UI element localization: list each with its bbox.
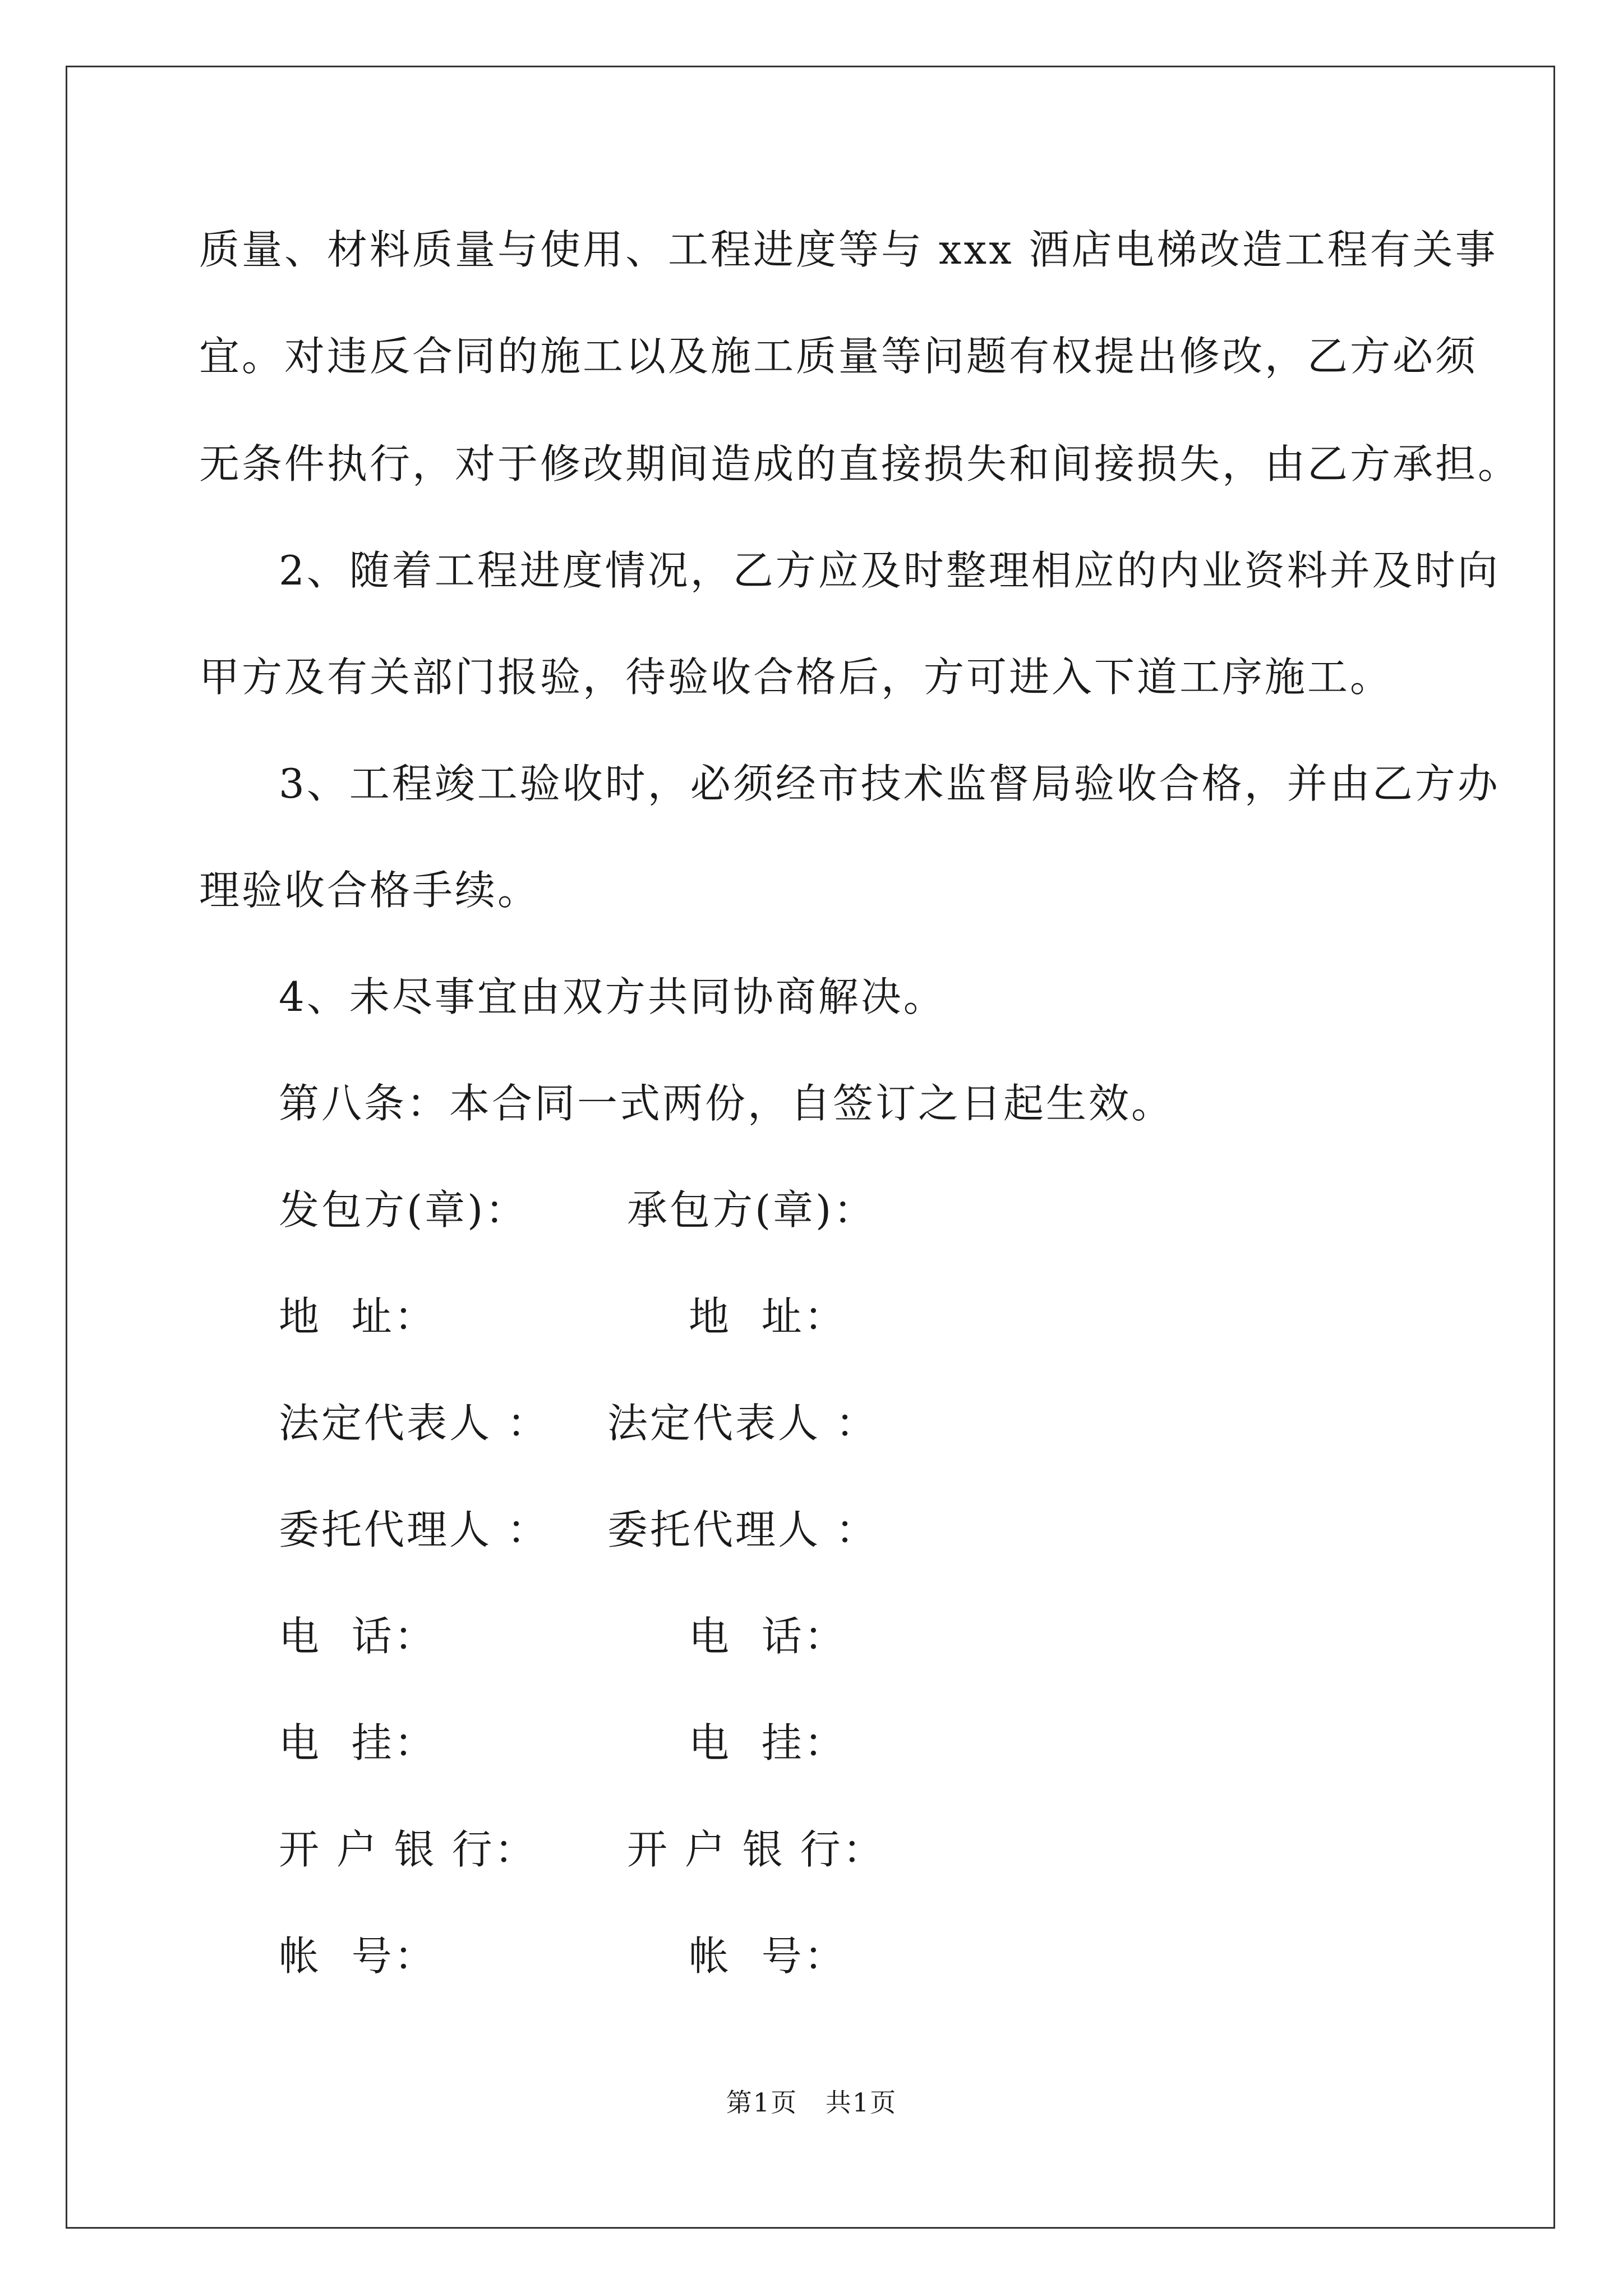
signature-label-left: 委托代理人 ：: [279, 1506, 550, 1553]
article-eight: 第八条：本合同一式两份，自签订之日起生效。: [279, 1080, 1174, 1127]
signature-label-right: 电 话：: [689, 1613, 847, 1660]
signature-label-left: 电 话：: [279, 1613, 437, 1660]
paragraph-line: 质量、材料质量与使用、工程进度等与 xxx 酒店电梯改造工程有关事: [199, 226, 1498, 273]
signature-label-left: 帐 号：: [279, 1932, 437, 1980]
signature-label-left: 发包方(章)：: [279, 1186, 528, 1234]
signature-label-left: 开 户 银 行：: [279, 1826, 537, 1873]
paragraph-line: 无条件执行，对于修改期间造成的直接损失和间接损失，由乙方承担。: [199, 440, 1521, 487]
page-border: [66, 66, 1555, 2229]
paragraph-line: 2、随着工程进度情况，乙方应及时整理相应的内业资料并及时向: [279, 547, 1500, 594]
signature-label-right: 地 址：: [689, 1293, 847, 1340]
signature-label-left: 法定代表人 ：: [279, 1400, 550, 1447]
signature-label-right: 电 挂：: [689, 1719, 847, 1766]
signature-label-right: 法定代表人 ：: [607, 1400, 878, 1447]
paragraph-line: 4、未尽事宜由双方共同协商解决。: [279, 973, 946, 1020]
paragraph-line: 理验收合格手续。: [199, 867, 541, 914]
signature-label-left: 电 挂：: [279, 1719, 437, 1766]
signature-label-right: 帐 号：: [689, 1932, 847, 1980]
paragraph-line: 宜。对违反合同的施工以及施工质量等问题有权提出修改，乙方必须: [199, 333, 1478, 380]
signature-label-right: 开 户 银 行：: [627, 1826, 886, 1873]
signature-label-right: 承包方(章)：: [627, 1186, 877, 1234]
page-footer: 第1页 共1页: [726, 2087, 897, 2118]
signature-label-left: 地 址：: [279, 1293, 437, 1340]
paragraph-line: 3、工程竣工验收时，必须经市技术监督局验收合格，并由乙方办: [279, 760, 1500, 807]
paragraph-line: 甲方及有关部门报验，待验收合格后，方可进入下道工序施工。: [199, 654, 1393, 701]
signature-label-right: 委托代理人 ：: [607, 1506, 878, 1553]
